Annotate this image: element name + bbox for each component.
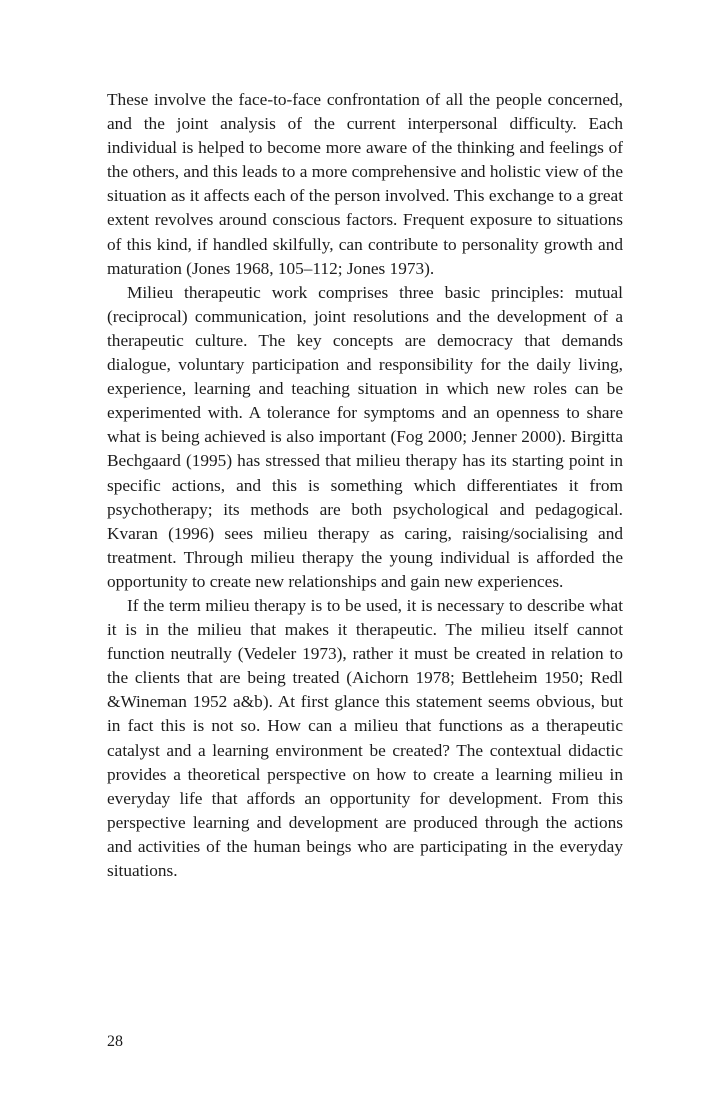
paragraph-1: These involve the face-to-face confrontation of all the people concerned, and the joint analysis of the current interpersonal difficulty. Each individual is helped to become more aware of the thinking and feelings of the others, and this leads to a more comprehensive and holistic view of the situation as it affects each of the person involved. This exchange to a great extent revolves around conscious factors. Frequent exposure to situations of this kind, if handled skilfully, can contribute to personality growth and maturation (Jones 1968, 105–112; Jones 1973). <box>107 90 623 278</box>
paragraph-2: Milieu therapeutic work comprises three basic principles: mutual (reciprocal) communication, joint resolutions and the development of a therapeutic culture. The key concepts are democracy that demands dialogue, voluntary participation and responsibility for the daily living, experience, learning and teaching situation in which new roles can be experimented with. A tolerance for symptoms and an openness to share what is being achieved is also important (Fog 2000; Jenner 2000). Birgitta Bechgaard (1995) has stressed that milieu therapy has its starting point in specific actions, and this is something which differentiates it from psychotherapy; its methods are both psychological and pedagogical. Kvaran (1996) sees milieu therapy as caring, raising/socialising and treatment. Through milieu therapy the young individual is afforded the opportunity to create new relationships and gain new experiences. <box>107 282 623 591</box>
body-text <box>107 88 623 883</box>
page-number: 28 <box>107 1033 123 1050</box>
paragraph-3: If the term milieu therapy is to be used, it is necessary to describe what it is in the milieu that makes it therapeutic. The milieu itself cannot function neutrally (Vedeler 1973), rather it must be created in relation to the clients that are being treated (Aichorn 1978; Bettleheim 1950; Redl &Wineman 1952 a&b). At first glance this statement seems obvious, but in fact this is not so. How can a milieu that functions as a therapeutic catalyst and a learning environment be created? The contextual didactic provides a theoretical perspective on how to create a learning milieu in everyday life that affords an opportunity for development. From this perspective learning and development are produced through the actions and activities of the human beings who are participating in the everyday situations. <box>107 595 623 880</box>
